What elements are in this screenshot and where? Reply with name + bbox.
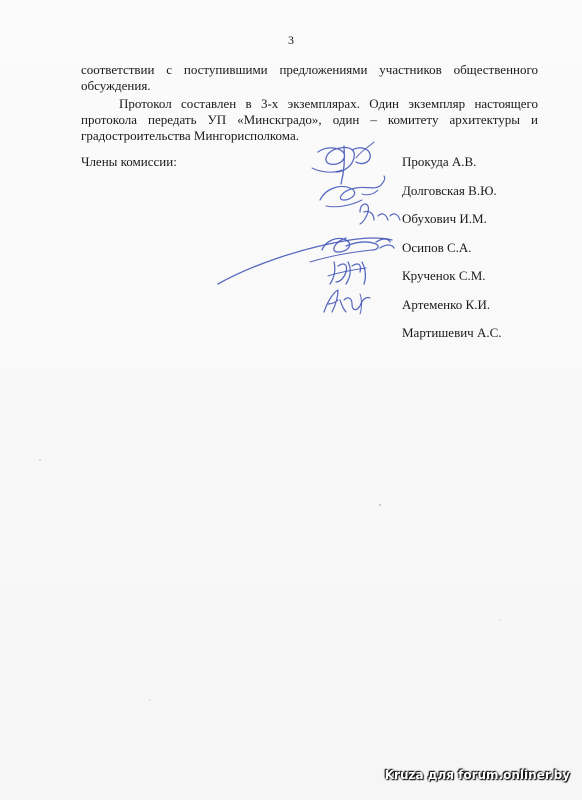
- member-name: Прокуда А.В.: [402, 154, 477, 169]
- signature-osipov: [218, 238, 394, 284]
- forum-watermark: Kruza для forum.onliner.by: [384, 768, 570, 782]
- member-name: Долговская В.Ю.: [402, 182, 497, 198]
- signature-artemenko: [324, 290, 370, 314]
- member-name: Артеменко К.И.: [402, 296, 491, 312]
- paragraph-protocol-copies: Протокол составлен в 3-х экземплярах. Один экземпляр настоящего протокола передать УП «Минскградо», один – комитету архитектуры и градостроительства Мингорисполкома.: [81, 96, 538, 143]
- page-number: 3: [288, 33, 294, 47]
- member-name: Мартишевич А.С.: [402, 325, 502, 340]
- scan-specks: [39, 459, 500, 700]
- signature-dolgovskaya: [320, 176, 385, 207]
- signature-obukhovich: [360, 204, 400, 224]
- paragraph-continuation: соответствии с поступившими предложениями участников общественного обсуждения.: [81, 62, 538, 93]
- member-name: Осипов С.А.: [402, 239, 472, 255]
- signature-prokuda: [312, 142, 374, 184]
- member-name: Обухович И.М.: [402, 211, 487, 226]
- member-name: Крученок С.М.: [402, 268, 486, 283]
- signature-kruchenok: [328, 262, 366, 284]
- commission-members-list: [402, 154, 502, 354]
- commission-members-label: Члены комиссии:: [81, 154, 177, 169]
